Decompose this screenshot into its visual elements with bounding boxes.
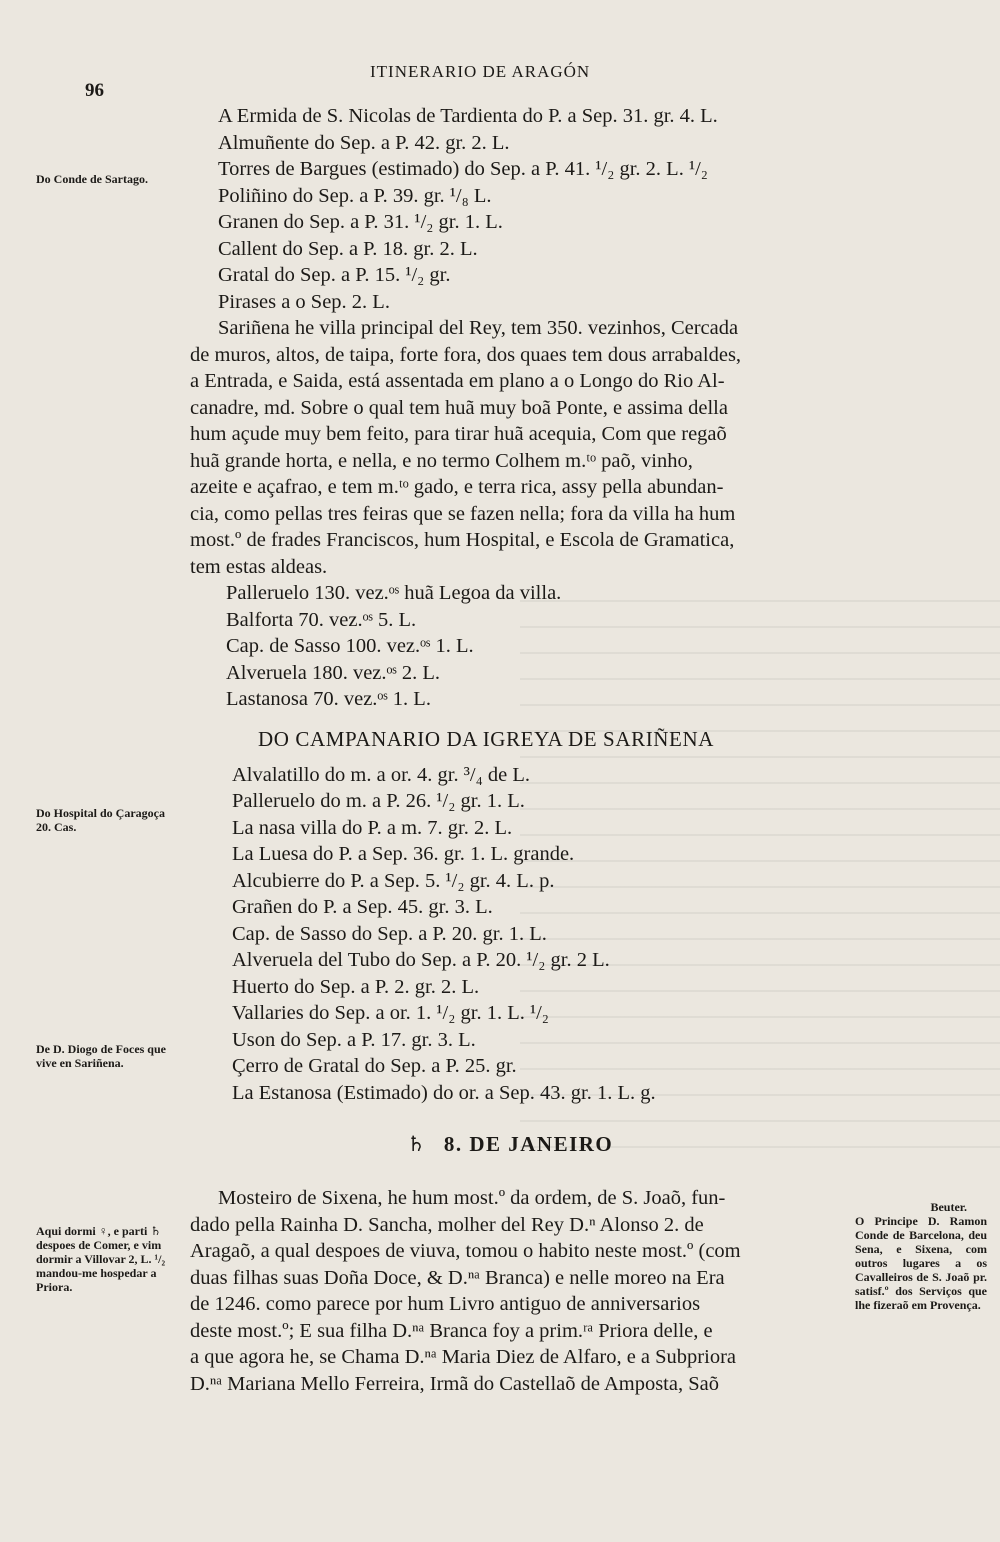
list-item: Balforta 70. vez.ᵒˢ 5. L. [226, 608, 417, 631]
margin-note-beuter [855, 1200, 987, 1312]
list-item: Huerto do Sep. a P. 2. gr. 2. L. [232, 975, 480, 998]
list-item: Alveruela 180. vez.ᵒˢ 2. L. [226, 661, 441, 684]
list-item: La Estanosa (Estimado) do or. a Sep. 43. gr. 1. L. g. [232, 1081, 656, 1104]
list-item: Alcubierre do P. a Sep. 5. ¹/₂ gr. 4. L. p. [232, 869, 555, 892]
list-item: La Luesa do P. a Sep. 36. gr. 1. L. grande. [232, 843, 575, 865]
sixena-paragraph [190, 1185, 830, 1397]
list-item: Torres de Bargues (estimado) do Sep. a P. 41. ¹/₂ gr. 2. L. ¹/₂ [218, 158, 708, 180]
paragraph-line: azeite e açafrao, e tem m.ᵗᵒ gado, e terra rica, assy pella abundan- [190, 476, 724, 498]
list-item: Gratal do Sep. a P. 15. ¹/₂ gr. [218, 264, 451, 286]
list-item: Uson do Sep. a P. 17. gr. 3. L. [232, 1028, 476, 1051]
list-item: A Ermida de S. Nicolas de Tardienta do P. a Sep. 31. gr. 4. L. [218, 105, 718, 127]
list-item: Cap. de Sasso do Sep. a P. 20. gr. 1. L. [232, 922, 547, 945]
margin-note-conde: Do Conde de Sartago. [36, 172, 149, 186]
section-heading-campanario: DO CAMPANARIO DA IGREYA DE SARIÑENA [258, 726, 715, 751]
main-text [190, 103, 830, 1397]
paragraph-line: a Entrada, e Saida, está assentada em plano a o Longo do Rio Al- [190, 370, 725, 392]
list-item: Vallaries do Sep. a or. 1. ¹/₂ gr. 1. L. ¹/₂ [232, 1002, 549, 1024]
margin-note-diogo: De D. Diogo de Foces que vive en Sariñena. [36, 1042, 166, 1070]
sarinena-paragraph [190, 315, 830, 580]
paragraph-line: Sariñena he villa principal del Rey, tem 350. vezinhos, Cercada [218, 317, 739, 339]
list-item: Alvalatillo do m. a or. 4. gr. ³/₄ de L. [232, 763, 530, 786]
margin-note-hospital: Do Hospital do Çaragoça 20. Cas. [36, 806, 165, 834]
paragraph-line: dado pella Rainha D. Sancha, molher del Rey D.ⁿ Alonso 2. de [190, 1213, 704, 1236]
date-heading-text: 8. DE JANEIRO [443, 1132, 614, 1156]
paragraph-line: tem estas aldeas. [190, 555, 328, 578]
paragraph-line: de muros, altos, de taipa, forte fora, dos quaes tem dous arrabaldes, [190, 343, 742, 366]
list-item: Alveruela del Tubo do Sep. a P. 20. ¹/₂ gr. 2 L. [232, 949, 610, 971]
paragraph-line: canadre, md. Sobre o qual tem huã muy boã Ponte, e assima della [190, 396, 728, 419]
section1-list [190, 103, 830, 315]
paragraph-line: Aragaõ, a qual despoes de viuva, tomou o habito neste most.º (com [190, 1240, 741, 1262]
paragraph-line: deste most.º; E sua filha D.ⁿᵃ Branca foy a prim.ʳᵃ Priora delle, e [190, 1319, 713, 1342]
list-item: Almuñente do Sep. a P. 42. gr. 2. L. [218, 131, 510, 154]
paragraph-line: a que agora he, se Chama D.ⁿᵃ Maria Diez de Alfaro, e a Subpriora [190, 1346, 736, 1368]
list-item: Poliñino do Sep. a P. 39. gr. ¹/₈ L. [218, 184, 492, 207]
saturn-symbol-icon: ♄ [406, 1132, 428, 1156]
list-item: Palleruelo do m. a P. 26. ¹/₂ gr. 1. L. [232, 790, 525, 812]
paragraph-line: duas filhas suas Doña Doce, & D.ⁿᵃ Branca) e nelle moreo na Era [190, 1266, 725, 1289]
paragraph-line: cia, como pellas tres feiras que se fazen nella; fora da villa ha hum [190, 502, 736, 525]
paragraph-line: hum açude muy bem feito, para tirar huã acequia, Com que regaõ [190, 423, 727, 445]
section2-list [190, 762, 830, 1107]
paragraph-line: Mosteiro de Sixena, he hum most.º da ordem, de S. Joaõ, fun- [218, 1187, 726, 1209]
list-item: Grañen do P. a Sep. 45. gr. 3. L. [232, 896, 493, 918]
paragraph-line: most.º de frades Franciscos, hum Hospital, e Escola de Gramatica, [190, 529, 735, 551]
paragraph-line: huã grande horta, e nella, e no termo Colhem m.ᵗᵒ paõ, vinho, [190, 449, 693, 472]
date-heading [190, 1132, 830, 1157]
paragraph-line: de 1246. como parece por hum Livro antiguo de anniversarios [190, 1293, 701, 1315]
list-item: Callent do Sep. a P. 18. gr. 2. L. [218, 237, 478, 260]
running-head: ITINERARIO DE ARAGÓN [370, 62, 591, 81]
list-item: Çerro de Gratal do Sep. a P. 25. gr. [232, 1055, 517, 1077]
page-number: 96 [85, 80, 104, 101]
margin-note-beuter-text: O Principe D. Ramon Conde de Barcelona, deu Sena, e Sixena, com outros lugares a os Cavalleiros de S. Joaõ pr. satisf.º dos Serviços que lhe fizeraõ em Provença. [855, 1214, 987, 1312]
list-item: Cap. de Sasso 100. vez.ᵒˢ 1. L. [226, 635, 474, 657]
list-item: Lastanosa 70. vez.ᵒˢ 1. L. [226, 688, 431, 710]
aldeas-list [190, 580, 830, 713]
margin-note-dormi: Aqui dormi ♀, e parti ♄ despoes de Comer, e vim dormir a Villovar 2, L. ¹/₂ mandou-me hospedar a Priora. [36, 1224, 166, 1294]
list-item: La nasa villa do P. a m. 7. gr. 2. L. [232, 816, 513, 839]
paragraph-line: D.ⁿᵃ Mariana Mello Ferreira, Irmã do Castellaõ de Amposta, Saõ [190, 1372, 719, 1395]
margin-note-source: Beuter. [930, 1200, 967, 1214]
list-item: Pirases a o Sep. 2. L. [218, 290, 390, 313]
list-item: Granen do Sep. a P. 31. ¹/₂ gr. 1. L. [218, 211, 503, 233]
list-item: Palleruelo 130. vez.ᵒˢ huã Legoa da villa. [226, 582, 562, 604]
